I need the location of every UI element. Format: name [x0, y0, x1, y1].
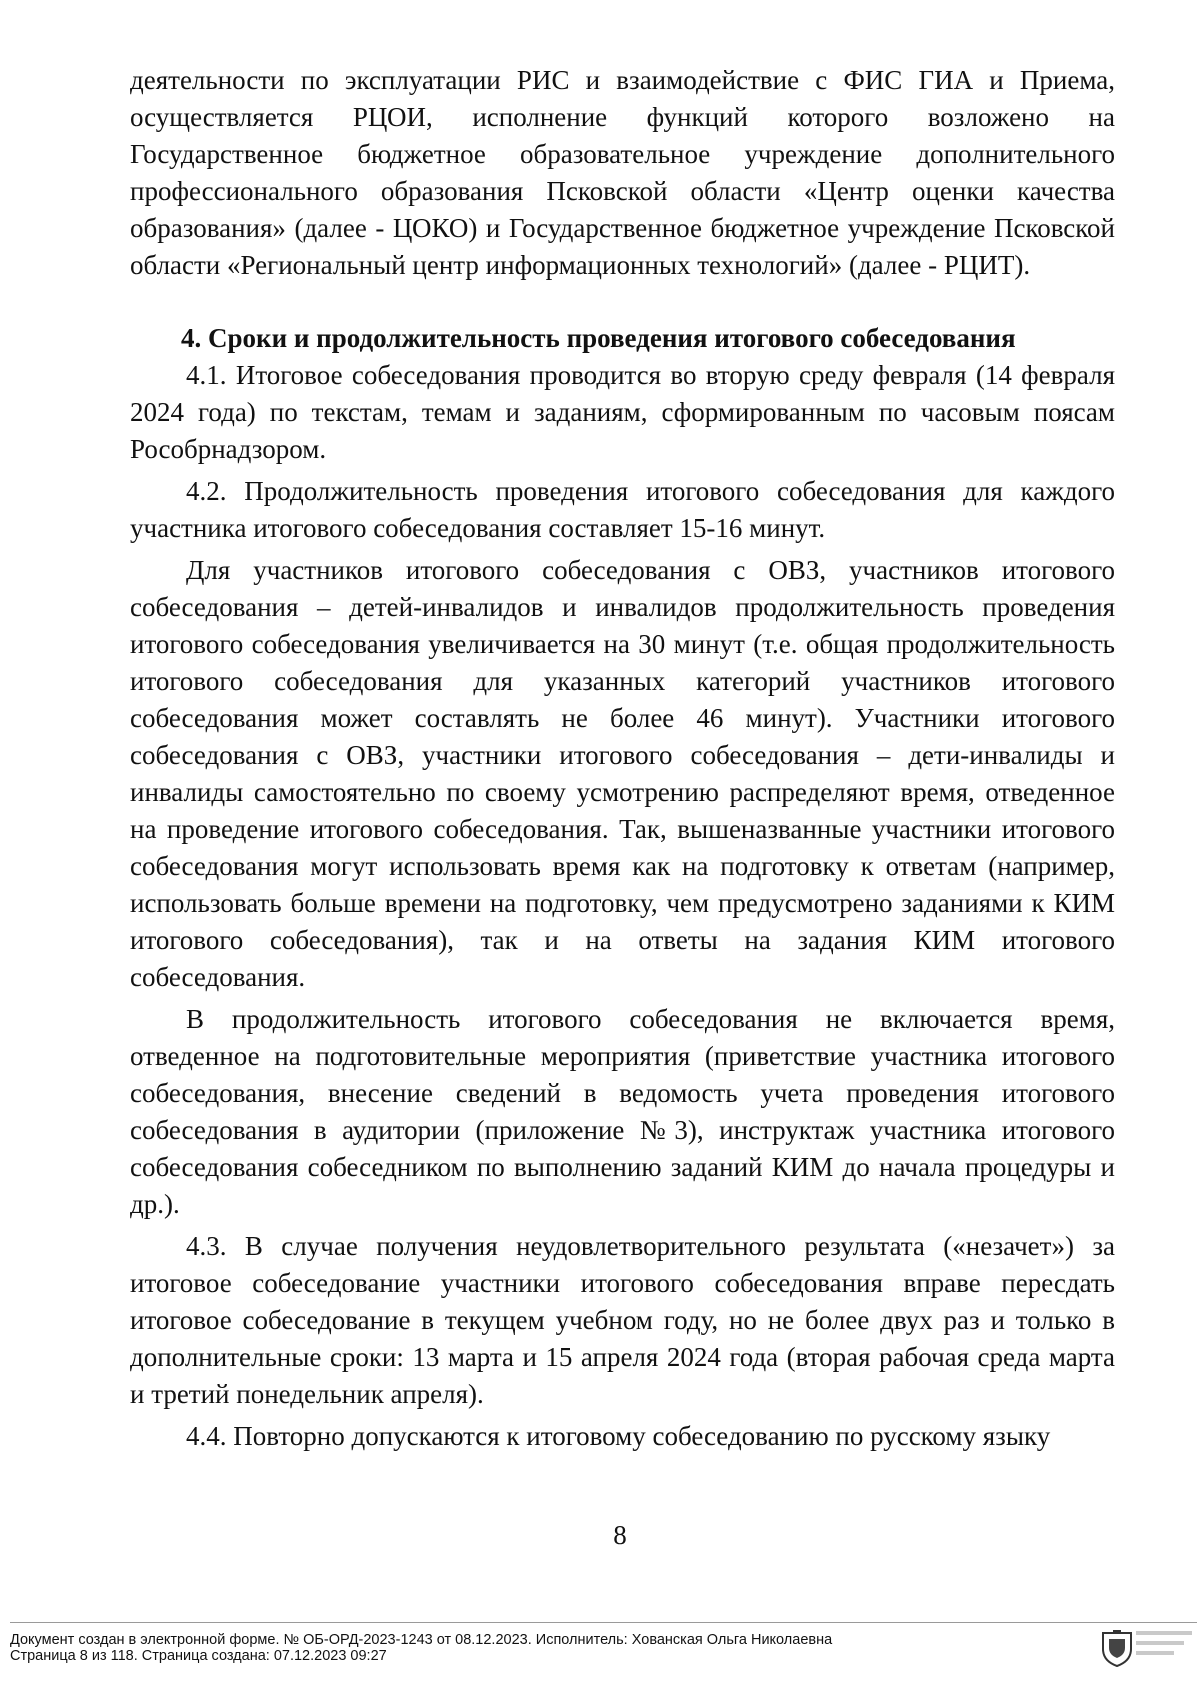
paragraph-4-4: 4.4. Повторно допускаются к итоговому собеседованию по русскому языку: [186, 1421, 1051, 1451]
paragraph-4-3: 4.3. В случае получения неудовлетворительного результата («незачет») за итоговое собеседование участники итогового собеседования вправе пересдать итоговое собеседование в текущем учебном году, но не более двух раз и только в дополнительные сроки: 13 марта и 15 апреля 2024 года (вторая рабочая среда марта и третий понедельник апреля).: [130, 1231, 1115, 1409]
organization-mark: [1136, 1631, 1194, 1665]
footer-page-info: Страница 8 из 118. Страница создана: 07.12.2023 09:27: [10, 1648, 387, 1664]
paragraph-4-2: 4.2. Продолжительность проведения итогового собеседования для каждого участника итогового собеседования составляет 15-16 минут.: [130, 476, 1115, 543]
section-heading: 4. Сроки и продолжительность проведения итогового собеседования: [181, 323, 1016, 353]
paragraph-continuation: деятельности по эксплуатации РИС и взаимодействие с ФИС ГИА и Приема, осуществляется РЦОИ, исполнение функций которого возложено на Государственное бюджетное образовательное учреждение дополнительного профессионального образования Псковской области «Центр оценки качества образования» (далее - ЦОКО) и Государственное бюджетное учреждение Псковской области «Региональный центр информационных технологий» (далее - РЦИТ).: [130, 65, 1115, 280]
document-footer: [10, 1632, 832, 1664]
paragraph-4-1: 4.1. Итоговое собеседования проводится во вторую среду февраля (14 февраля 2024 года) по текстам, темам и заданиям, сформированным по часовым поясам Рособрнадзором.: [130, 360, 1115, 464]
document-body: [130, 62, 1115, 1455]
page-number: 8: [613, 1520, 627, 1550]
paragraph-duration-exclusions: В продолжительность итогового собеседования не включается время, отведенное на подготовительные мероприятия (приветствие участника итогового собеседования, внесение сведений в ведомость учета проведения итогового собеседования в аудитории (приложение №3), инструктаж участника итогового собеседования собеседником по выполнению заданий КИМ до начала процедуры и др.).: [130, 1004, 1115, 1219]
footer-document-info: Документ создан в электронной форме. № ОБ-ОРД-2023-1243 от 08.12.2023. Исполнитель: Хованская Ольга Николаевна: [10, 1632, 833, 1648]
paragraph-ovz: Для участников итогового собеседования с ОВЗ, участников итогового собеседования – детей-инвалидов и инвалидов продолжительность проведения итогового собеседования увеличивается на 30 минут (т.е. общая продолжительность итогового собеседования для указанных категорий участников итогового собеседования может составлять не более 46 минут). Участники итогового собеседования с ОВЗ, участники итогового собеседования – дети-инвалиды и инвалиды самостоятельно по своему усмотрению распределяют время, отведенное на проведение итогового собеседования. Так, вышеназванные участники итогового собеседования могут использовать время как на подготовку к ответам (например, использовать больше времени на подготовку, чем предусмотрено заданиями к КИМ итогового собеседования), так и на ответы на задания КИМ итогового собеседования.: [130, 555, 1115, 992]
coat-of-arms-icon: [1100, 1629, 1134, 1667]
footer-divider: [10, 1622, 1197, 1623]
